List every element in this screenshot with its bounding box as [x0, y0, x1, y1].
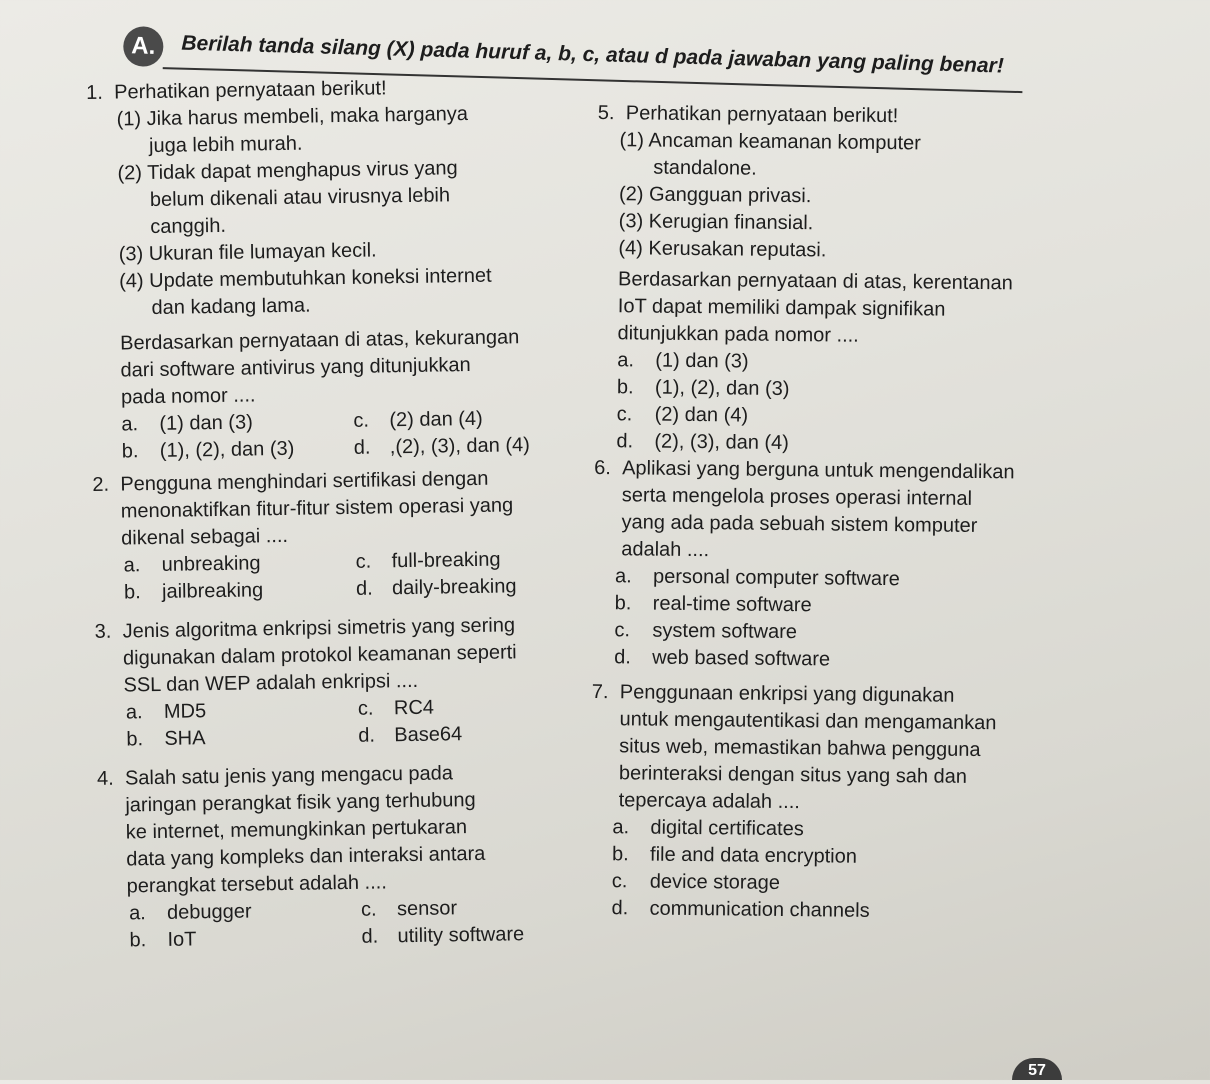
option-letter[interactable]: c. [355, 550, 372, 573]
option-letter[interactable]: a. [123, 554, 141, 577]
q1-title: Perhatikan pernyataan berikut! [114, 77, 387, 104]
q6-stem: serta mengelola proses operasi internal [621, 484, 973, 510]
q7-stem: tepercaya adalah .... [618, 789, 801, 814]
option-text[interactable]: (1) dan (3) [159, 411, 253, 435]
q6-stem: adalah .... [621, 538, 710, 562]
option-text[interactable]: device storage [649, 870, 781, 894]
option-text[interactable]: digital certificates [650, 816, 804, 841]
option-text[interactable]: (1) dan (3) [655, 349, 749, 373]
option-text[interactable]: daily-breaking [391, 575, 517, 600]
option-letter[interactable]: b. [121, 440, 139, 463]
option-text[interactable]: real-time software [652, 592, 812, 617]
q6-stem: Aplikasi yang berguna untuk mengendalikan [622, 457, 1015, 484]
q2-number: 2. [92, 473, 110, 496]
option-text[interactable]: (2) dan (4) [389, 407, 483, 432]
option-text[interactable]: sensor [396, 897, 458, 921]
option-text[interactable]: RC4 [393, 696, 435, 720]
q5-number: 5. [597, 101, 615, 125]
option-letter[interactable]: d. [355, 577, 373, 600]
option-letter[interactable]: c. [360, 898, 377, 921]
option-text[interactable]: unbreaking [161, 552, 261, 576]
option-letter[interactable]: c. [357, 697, 374, 720]
option-text[interactable]: full-breaking [391, 548, 501, 573]
page-number: 57 [1012, 1058, 1062, 1080]
q3-stem: Jenis algoritma enkripsi simetris yang sering [122, 614, 516, 643]
option-letter[interactable]: c. [611, 870, 628, 893]
q5-stem: Berdasarkan pernyataan di atas, kerentanan [618, 268, 1013, 295]
q1-item-number: (4) [118, 270, 144, 293]
option-letter[interactable]: c. [353, 409, 370, 432]
option-text[interactable]: jailbreaking [161, 579, 264, 603]
q7-option[interactable] [611, 895, 1039, 926]
option-letter[interactable]: b. [123, 581, 141, 604]
question-3 [94, 611, 596, 754]
option-letter[interactable]: b. [129, 929, 147, 952]
option-text[interactable]: MD5 [163, 700, 207, 723]
q1-stem: pada nomor .... [120, 384, 256, 409]
q1-stem: dari software antivirus yang ditunjukkan [120, 353, 471, 382]
option-text[interactable]: (1), (2), dan (3) [654, 376, 790, 401]
option-letter[interactable]: d. [616, 430, 634, 453]
q7-stem: berinteraksi dengan situs yang sah dan [618, 762, 968, 788]
q5-item-text: Gangguan privasi. [648, 183, 812, 208]
option-letter[interactable]: b. [611, 843, 629, 866]
q5-item-number: (1) [619, 129, 645, 152]
option-text[interactable]: file and data encryption [649, 843, 858, 868]
q5-title: Perhatikan pernyataan berikut! [625, 102, 899, 128]
q5-item-text: standalone. [653, 156, 757, 180]
q5-item-text: Kerugian finansial. [648, 210, 814, 235]
option-text[interactable]: communication channels [649, 897, 870, 922]
option-letter[interactable]: a. [617, 349, 635, 372]
option-text[interactable]: system software [652, 619, 798, 644]
q5-item-text: Ancaman keamanan komputer [648, 129, 921, 155]
q5-item-number: (3) [618, 210, 644, 233]
section-instruction: Berilah tanda silang (X) pada huruf a, b, c, atau d pada jawaban yang paling benar! [181, 31, 1005, 78]
q2-stem: dikenal sebagai .... [121, 524, 289, 550]
q5-stem: ditunjukkan pada nomor .... [617, 322, 859, 347]
option-letter[interactable]: d. [611, 897, 629, 920]
q1-item-text: juga lebih murah. [148, 132, 303, 158]
option-letter[interactable]: b. [616, 376, 634, 399]
q1-item-text: dan kadang lama. [151, 294, 311, 319]
option-letter[interactable]: a. [128, 902, 146, 925]
option-text[interactable]: web based software [652, 646, 831, 671]
q1-item-text: belum dikenali atau virusnya lebih [149, 184, 451, 212]
option-text[interactable]: SHA [164, 727, 206, 750]
question-6 [592, 455, 1044, 676]
q7-number: 7. [591, 680, 609, 704]
q4-stem: perangkat tersebut adalah .... [126, 871, 388, 898]
q3-stem: digunakan dalam protokol keamanan seperti [122, 641, 517, 670]
q1-item-text: Jika harus membeli, maka harganya [146, 103, 469, 131]
q4-stem: Salah satu jenis yang mengacu pada [124, 762, 454, 790]
option-text[interactable]: debugger [166, 900, 252, 924]
option-letter[interactable]: d. [353, 436, 371, 459]
q1-item-number: (3) [118, 243, 144, 266]
q3-stem: SSL dan WEP adalah enkripsi .... [123, 669, 419, 697]
option-letter[interactable]: c. [616, 403, 633, 426]
option-letter[interactable]: c. [614, 619, 631, 642]
right-column [589, 100, 1048, 927]
q1-number: 1. [86, 81, 104, 104]
option-letter[interactable]: a. [612, 816, 630, 839]
section-badge: A. [123, 26, 164, 67]
q4-number: 4. [96, 767, 114, 790]
left-column [86, 72, 600, 955]
q5-item-text: Kerusakan reputasi. [648, 237, 827, 262]
option-text[interactable]: Base64 [394, 723, 463, 747]
q1-item-number: (1) [116, 108, 142, 131]
option-text[interactable]: IoT [167, 928, 197, 951]
q5-stem: IoT dapat memiliki dampak signifikan [617, 295, 946, 321]
q6-option[interactable] [614, 644, 1042, 675]
q1-item-text: canggih. [150, 214, 227, 239]
question-5 [594, 100, 1048, 460]
option-text[interactable]: utility software [397, 923, 525, 948]
question-4 [97, 758, 600, 955]
q7-stem: untuk mengautentikasi dan mengamankan [619, 708, 997, 735]
q7-stem: Penggunaan enkripsi yang digunakan [619, 681, 955, 707]
q1-item-text: Update membutuhkan koneksi internet [149, 264, 492, 293]
q2-stem: Pengguna menghindari sertifikasi dengan [120, 467, 489, 496]
q6-stem: yang ada pada sebuah sistem komputer [621, 511, 978, 537]
q5-item-number: (4) [618, 237, 644, 260]
option-letter[interactable]: d. [361, 925, 379, 948]
question-7 [589, 679, 1042, 927]
option-text[interactable]: personal computer software [652, 565, 900, 591]
option-letter[interactable]: d. [614, 646, 631, 669]
q3-number: 3. [94, 620, 112, 643]
q4-stem: data yang kompleks dan interaksi antara [126, 842, 486, 871]
q1-item-text: Tidak dapat menghapus virus yang [146, 157, 458, 185]
option-letter[interactable]: b. [126, 728, 144, 751]
q1-stem: Berdasarkan pernyataan di atas, kekurangan [119, 326, 520, 355]
option-letter[interactable]: a. [125, 701, 143, 724]
q5-item-number: (2) [618, 183, 644, 206]
question-1 [86, 72, 592, 466]
option-letter[interactable]: d. [358, 724, 376, 747]
option-text[interactable]: ,(2), (3), dan (4) [389, 434, 531, 459]
q4-stem: ke internet, memungkinkan pertukaran [125, 816, 468, 844]
option-letter[interactable]: a. [121, 413, 139, 436]
q1-item-text: Ukuran file lumayan kecil. [148, 239, 377, 266]
option-text[interactable]: (2), (3), dan (4) [654, 430, 790, 455]
q2-stem: menonaktifkan fitur-fitur sistem operasi yang [120, 494, 514, 523]
q6-number: 6. [594, 456, 611, 480]
q7-stem: situs web, memastikan bahwa pengguna [619, 735, 981, 762]
q1-item-number: (2) [117, 162, 143, 185]
question-2 [92, 464, 594, 607]
option-text[interactable]: (2) dan (4) [654, 403, 749, 427]
option-letter[interactable]: a. [614, 565, 632, 588]
option-letter[interactable]: b. [614, 592, 632, 615]
q4-stem: jaringan perangkat fisik yang terhubung [125, 788, 476, 817]
option-text[interactable]: (1), (2), dan (3) [159, 437, 295, 462]
